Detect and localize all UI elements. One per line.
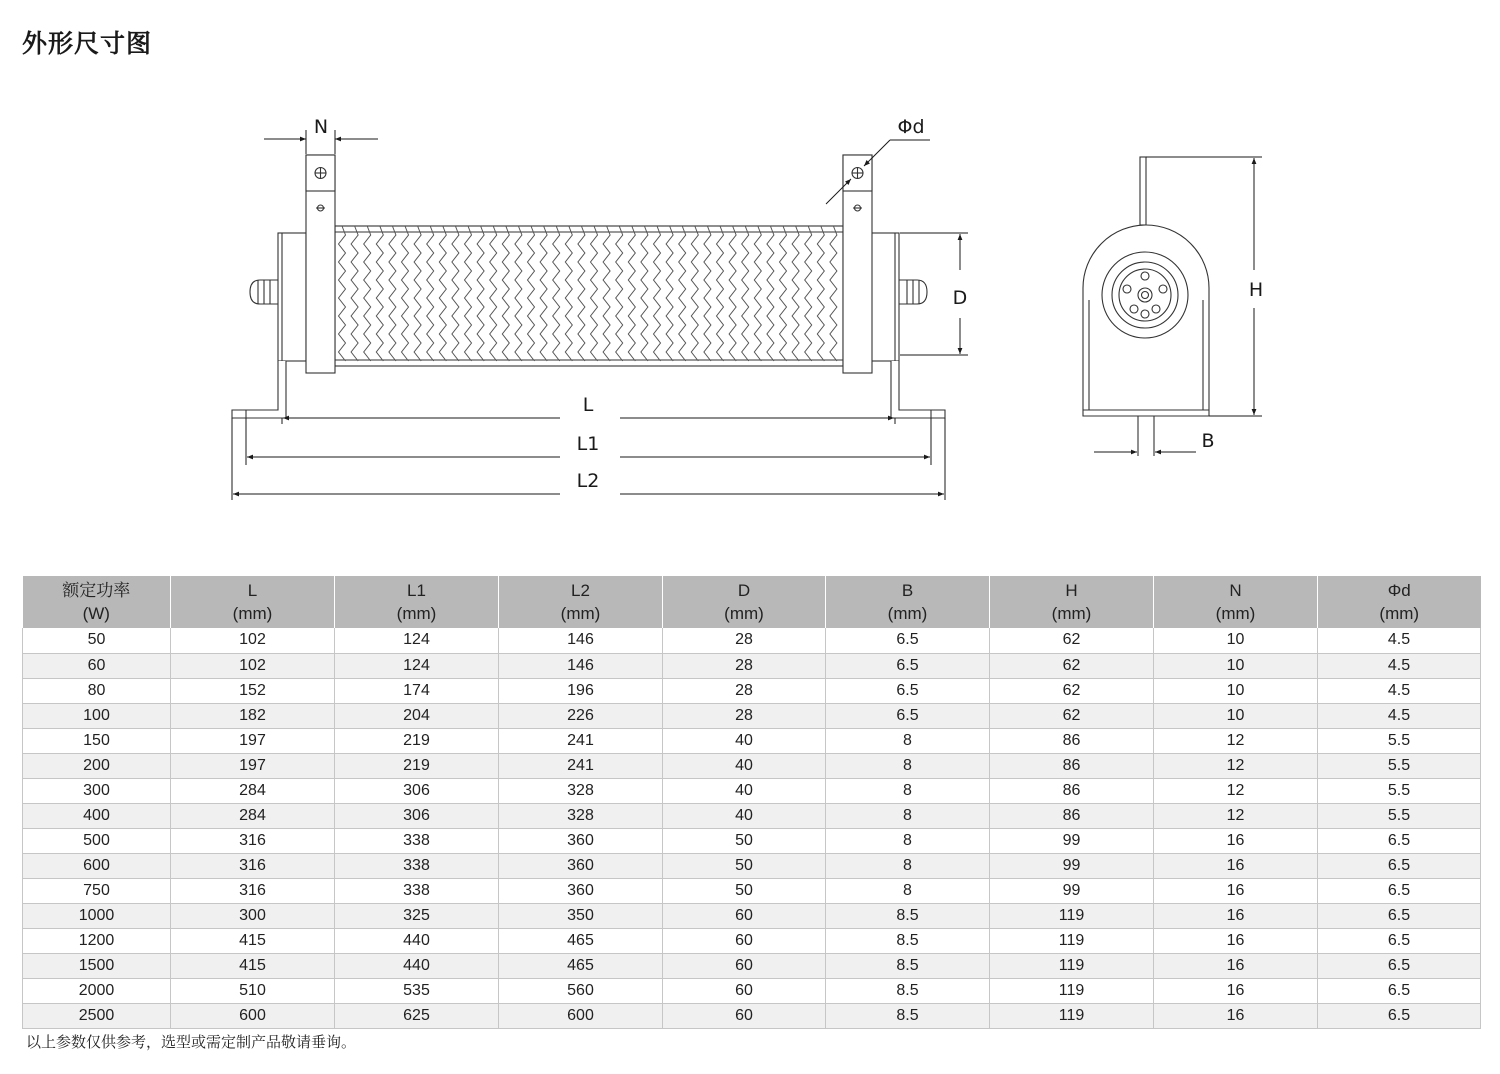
table-row [23,703,1481,728]
table-cell: 86 [990,803,1154,828]
table-cell: 350 [499,903,663,928]
table-cell: 5.5 [1318,778,1481,803]
table-cell: 328 [499,778,663,803]
table-cell: 6.5 [1318,953,1481,978]
table-cell: 102 [171,628,335,653]
table-row [23,753,1481,778]
table-cell: 4.5 [1318,628,1481,653]
label-d: D [952,287,968,309]
column-header-name: B [901,581,914,600]
table-cell: 62 [990,678,1154,703]
table-row [23,828,1481,853]
column-header [663,576,826,628]
table-cell: 5.5 [1318,753,1481,778]
table-cell: 325 [335,903,499,928]
table-cell: 1000 [23,903,171,928]
table-cell: 8 [826,853,990,878]
table-cell: 284 [171,803,335,828]
table-cell: 8 [826,803,990,828]
table-cell: 465 [499,953,663,978]
table-cell: 28 [663,703,826,728]
column-header-unit: (mm) [1215,604,1256,623]
label-l: L [582,394,594,416]
table-cell: 12 [1154,728,1318,753]
table-cell: 6.5 [1318,853,1481,878]
table-cell: 4.5 [1318,703,1481,728]
table-cell: 306 [335,778,499,803]
table-cell: 625 [335,1003,499,1028]
column-header [499,576,663,628]
column-header-unit: (mm) [1051,604,1092,623]
table-cell: 560 [499,978,663,1003]
table-cell: 124 [335,653,499,678]
table-cell: 415 [171,953,335,978]
label-h: H [1248,279,1264,301]
table-cell: 102 [171,653,335,678]
table-cell: 60 [663,903,826,928]
column-header [23,576,171,628]
column-header-name: L [247,581,258,600]
table-cell: 196 [499,678,663,703]
table-cell: 6.5 [826,653,990,678]
table-cell: 6.5 [1318,878,1481,903]
table-cell: 440 [335,953,499,978]
table-cell: 16 [1154,928,1318,953]
table-row [23,878,1481,903]
table-cell: 119 [990,978,1154,1003]
table-cell: 415 [171,928,335,953]
table-cell: 197 [171,728,335,753]
table-cell: 50 [663,853,826,878]
table-cell: 50 [663,878,826,903]
table-cell: 10 [1154,678,1318,703]
table-cell: 62 [990,703,1154,728]
page-title: 外形尺寸图 [22,29,153,58]
table-cell: 6.5 [826,703,990,728]
table-cell: 100 [23,703,171,728]
column-header-name: 额定功率 [62,581,131,600]
table-cell: 1200 [23,928,171,953]
table-cell: 119 [990,1003,1154,1028]
column-header [1154,576,1318,628]
end-view-bracket [1140,157,1146,225]
table-cell: 510 [171,978,335,1003]
table-cell: 40 [663,753,826,778]
column-header-unit: (W) [82,604,110,623]
table-cell: 60 [23,653,171,678]
end-view [1083,157,1209,456]
table-cell: 2500 [23,1003,171,1028]
column-header-unit: (mm) [724,604,764,623]
table-cell: 152 [171,678,335,703]
table-cell: 316 [171,828,335,853]
table-cell: 40 [663,803,826,828]
table-cell: 6.5 [1318,928,1481,953]
table-cell: 119 [990,928,1154,953]
table-cell: 6.5 [826,678,990,703]
table-cell: 338 [335,828,499,853]
table-cell: 40 [663,778,826,803]
table-cell: 6.5 [1318,903,1481,928]
table-cell: 60 [663,978,826,1003]
table-cell: 28 [663,653,826,678]
table-row [23,653,1481,678]
table-cell: 12 [1154,803,1318,828]
table-cell: 8.5 [826,953,990,978]
column-header [335,576,499,628]
table-cell: 8.5 [826,1003,990,1028]
table-cell: 99 [990,878,1154,903]
table-cell: 6.5 [1318,1003,1481,1028]
table-cell: 182 [171,703,335,728]
table-cell: 284 [171,778,335,803]
table-cell: 400 [23,803,171,828]
table-cell: 60 [663,928,826,953]
table-row [23,903,1481,928]
table-cell: 16 [1154,953,1318,978]
table-cell: 28 [663,678,826,703]
column-header-unit: (mm) [560,604,601,623]
table-cell: 219 [335,753,499,778]
table-cell: 146 [499,653,663,678]
table-cell: 316 [171,853,335,878]
table-cell: 535 [335,978,499,1003]
table-cell: 16 [1154,903,1318,928]
table-cell: 8 [826,753,990,778]
right-gland [899,280,927,304]
table-cell: 62 [990,628,1154,653]
table-row [23,978,1481,1003]
table-cell: 6.5 [1318,828,1481,853]
table-row [23,953,1481,978]
table-cell: 5.5 [1318,728,1481,753]
table-cell: 146 [499,628,663,653]
table-cell: 338 [335,853,499,878]
table-cell: 150 [23,728,171,753]
table-cell: 8.5 [826,978,990,1003]
table-cell: 600 [171,1003,335,1028]
column-header-name: L2 [571,581,590,600]
table-cell: 99 [990,853,1154,878]
spec-table [22,576,1481,1029]
column-header-unit: (mm) [1379,604,1420,623]
table-cell: 10 [1154,628,1318,653]
table-cell: 226 [499,703,663,728]
table-row [23,778,1481,803]
label-phi-d: Φd [897,116,925,138]
table-cell: 12 [1154,778,1318,803]
table-cell: 2000 [23,978,171,1003]
table-cell: 300 [23,778,171,803]
table-cell: 328 [499,803,663,828]
left-foot [232,361,286,418]
table-cell: 124 [335,628,499,653]
table-cell: 16 [1154,828,1318,853]
table-cell: 241 [499,753,663,778]
table-cell: 8 [826,828,990,853]
table-cell: 10 [1154,703,1318,728]
table-cell: 28 [663,628,826,653]
table-cell: 500 [23,828,171,853]
table-cell: 338 [335,878,499,903]
table-cell: 360 [499,878,663,903]
table-cell: 200 [23,753,171,778]
footnote: 以上参数仅供参考，选型或需定制产品敬请垂询。 [26,1033,357,1051]
table-cell: 600 [499,1003,663,1028]
table-cell: 440 [335,928,499,953]
table-cell: 1500 [23,953,171,978]
column-header [990,576,1154,628]
table-cell: 6.5 [826,628,990,653]
table-cell: 197 [171,753,335,778]
column-header-name: D [737,581,751,600]
label-b: B [1201,430,1215,452]
table-cell: 40 [663,728,826,753]
table-cell: 219 [335,728,499,753]
table-cell: 16 [1154,878,1318,903]
table-cell: 306 [335,803,499,828]
table-cell: 10 [1154,653,1318,678]
table-cell: 62 [990,653,1154,678]
table-cell: 600 [23,853,171,878]
table-cell: 8.5 [826,928,990,953]
table-cell: 86 [990,753,1154,778]
column-header-name: N [1229,581,1242,600]
table-cell: 360 [499,853,663,878]
table-cell: 5.5 [1318,803,1481,828]
table-row [23,728,1481,753]
column-header-name: L1 [407,581,426,600]
table-cell: 360 [499,828,663,853]
table-cell: 80 [23,678,171,703]
table-row [23,678,1481,703]
column-header-unit: (mm) [396,604,437,623]
table-cell: 119 [990,953,1154,978]
table-cell: 6.5 [1318,978,1481,1003]
table-cell: 174 [335,678,499,703]
left-gland [250,280,278,304]
table-cell: 50 [23,628,171,653]
table-cell: 8 [826,878,990,903]
resistor-tube [335,226,843,366]
table-cell: 8.5 [826,903,990,928]
table-cell: 60 [663,953,826,978]
table-cell: 16 [1154,853,1318,878]
label-n: N [313,116,329,138]
table-cell: 16 [1154,1003,1318,1028]
side-view [232,155,945,418]
table-cell: 119 [990,903,1154,928]
column-header [1318,576,1481,628]
table-row [23,1003,1481,1028]
table-cell: 316 [171,878,335,903]
table-cell: 8 [826,778,990,803]
label-l1: L1 [576,433,600,455]
table-cell: 465 [499,928,663,953]
table-cell: 60 [663,1003,826,1028]
table-cell: 99 [990,828,1154,853]
table-cell: 4.5 [1318,653,1481,678]
table-cell: 300 [171,903,335,928]
table-cell: 16 [1154,978,1318,1003]
table-cell: 750 [23,878,171,903]
table-cell: 50 [663,828,826,853]
column-header-unit: (mm) [887,604,928,623]
table-cell: 86 [990,778,1154,803]
table-cell: 4.5 [1318,678,1481,703]
column-header [171,576,335,628]
table-row [23,853,1481,878]
table-cell: 8 [826,728,990,753]
table-row [23,928,1481,953]
column-header-unit: (mm) [232,604,273,623]
label-l2: L2 [576,470,600,492]
table-row [23,628,1481,653]
table-row [23,803,1481,828]
table-cell: 204 [335,703,499,728]
table-cell: 241 [499,728,663,753]
column-header-name: H [1065,581,1078,600]
table-cell: 12 [1154,753,1318,778]
column-header [826,576,990,628]
column-header-name: Φd [1387,581,1411,600]
right-foot [891,361,945,418]
table-header-row [23,576,1481,628]
table-cell: 86 [990,728,1154,753]
